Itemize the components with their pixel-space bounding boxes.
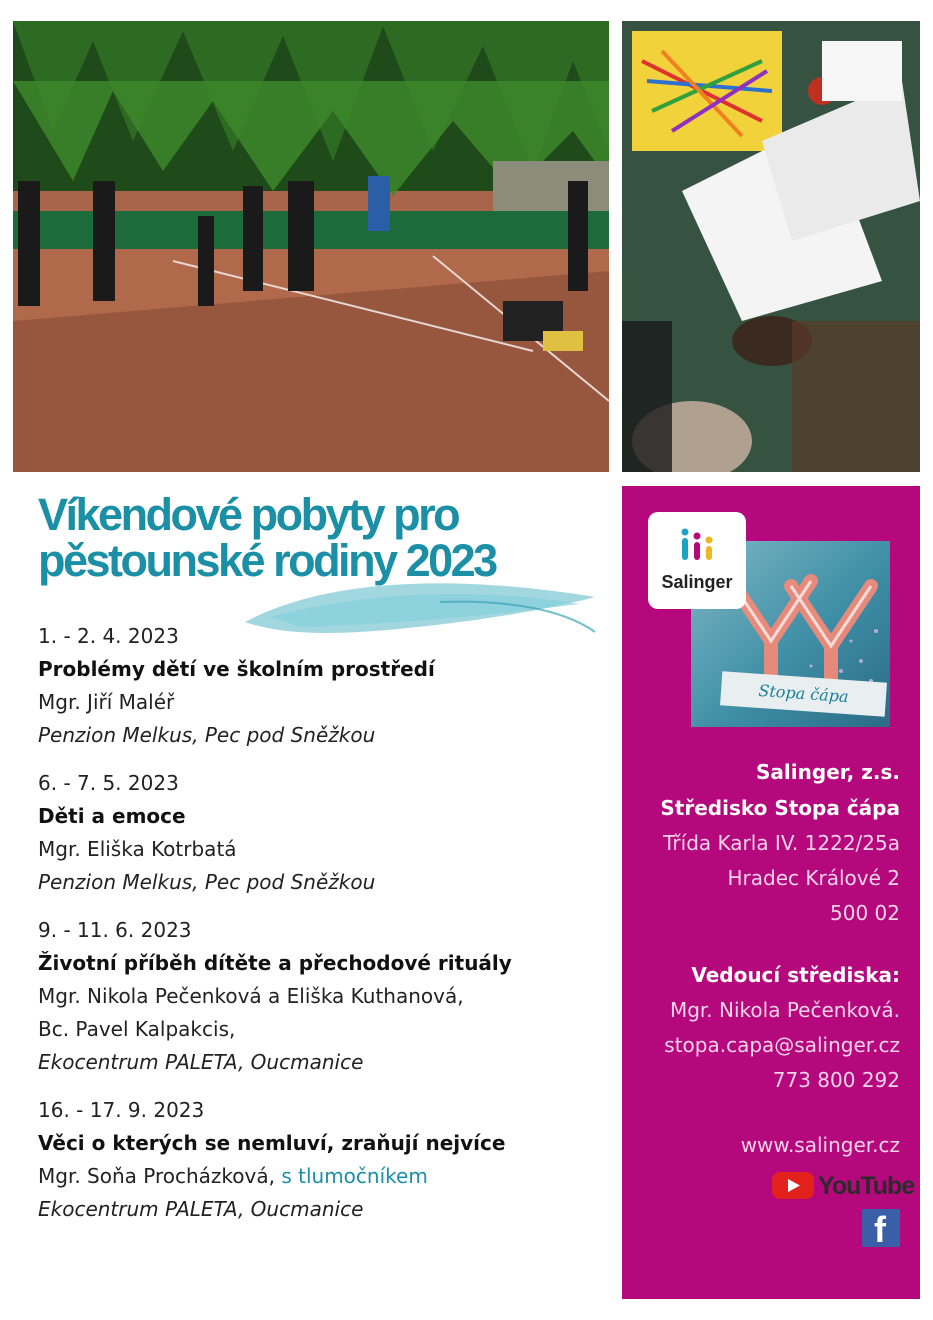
photo-children-playing-sports [13, 21, 609, 472]
event-list [38, 620, 608, 1241]
stopa-capa-label: Stopa čápa [720, 671, 887, 716]
event-name: Věci o kterých se nemluví, zraňují nejvíce [38, 1131, 506, 1155]
title-line-2: pěstounské rodiny 2023 [38, 535, 496, 586]
event-speaker-line [38, 1160, 608, 1193]
center-name: Středisko Stopa čápa [660, 796, 900, 820]
event-speaker: Mgr. Nikola Pečenková a Eliška Kuthanová, [38, 984, 464, 1008]
phone-number: 773 800 292 [772, 1068, 900, 1092]
youtube-link[interactable] [772, 1170, 915, 1204]
event-speaker: Mgr. Jiří Maléř [38, 690, 175, 714]
event-date: 1. - 2. 4. 2023 [38, 624, 179, 648]
event-item [38, 620, 608, 752]
event-speaker: Bc. Pavel Kalpakcis, [38, 1017, 236, 1041]
event-date: 16. - 17. 9. 2023 [38, 1098, 205, 1122]
event-item [38, 767, 608, 899]
website-link[interactable]: www.salinger.cz [740, 1133, 900, 1157]
youtube-icon [772, 1170, 814, 1200]
youtube-label: YouTube [818, 1172, 915, 1200]
head-info [664, 957, 900, 1098]
event-speaker: Mgr. Soňa Procházková, [38, 1164, 275, 1188]
title-line-1: Víkendové pobyty pro [38, 489, 459, 540]
web-info [741, 1128, 900, 1163]
event-name: Děti a emoce [38, 804, 186, 828]
event-item [38, 914, 608, 1079]
facebook-icon[interactable]: f [862, 1209, 900, 1247]
organization-info [660, 754, 900, 931]
event-name: Problémy dětí ve školním prostředí [38, 657, 435, 681]
event-venue: Ekocentrum PALETA, Oucmanice [38, 1197, 364, 1221]
event-date: 9. - 11. 6. 2023 [38, 918, 192, 942]
event-venue: Ekocentrum PALETA, Oucmanice [38, 1050, 364, 1074]
address-zip: 500 02 [830, 901, 900, 925]
event-date: 6. - 7. 5. 2023 [38, 771, 179, 795]
contact-sidebar [622, 486, 920, 1299]
logo-wordmark: Salinger [661, 572, 733, 592]
address-street: Třída Karla IV. 1222/25a [663, 831, 900, 855]
address-city: Hradec Králové 2 [727, 866, 900, 890]
salinger-logo-icon [679, 526, 719, 566]
email-link[interactable]: stopa.capa@salinger.cz [664, 1033, 900, 1057]
head-name: Mgr. Nikola Pečenková. [669, 998, 900, 1022]
page-title [38, 489, 608, 586]
event-speaker: Mgr. Eliška Kotrbatá [38, 837, 237, 861]
org-name: Salinger, z.s. [756, 760, 900, 784]
event-venue: Penzion Melkus, Pec pod Sněžkou [38, 723, 376, 747]
event-venue: Penzion Melkus, Pec pod Sněžkou [38, 870, 376, 894]
event-item [38, 1094, 608, 1226]
head-heading: Vedoucí střediska: [691, 963, 900, 987]
event-name: Životní příběh dítěte a přechodové rituály [38, 951, 512, 975]
salinger-logo [648, 512, 746, 609]
photo-children-drawing [622, 21, 920, 472]
interpreter-note: s tlumočníkem [281, 1164, 428, 1188]
